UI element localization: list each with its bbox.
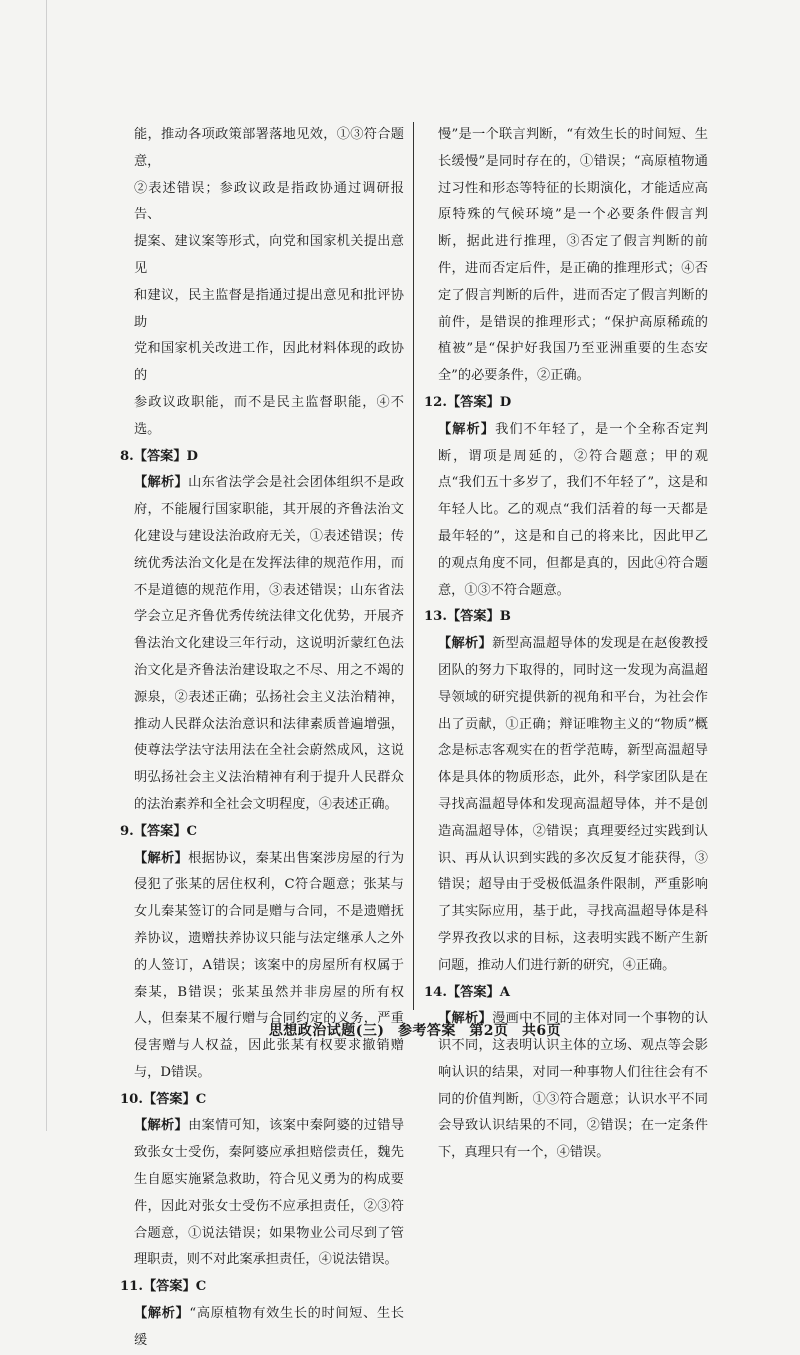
analysis-tag: 【解析】	[438, 1011, 493, 1027]
right-column	[424, 122, 708, 1167]
analysis-text	[424, 417, 708, 605]
answer-value: D	[499, 394, 512, 410]
analysis-tag: 【解析】	[134, 1118, 189, 1134]
page-footer	[120, 1020, 710, 1040]
analysis-text	[120, 1301, 404, 1355]
analysis-body: 我们不年轻了，是一个全称否定判断，谓项是周延的，②符合题意；甲的观点“我们五十多岁了，我们不年轻了”，这是和年轻人比。乙的观点“我们活着的每一天都是最年轻的”，这是和自己的将来比，因此甲乙的观点角度不同，但都是真的，因此④符合题意，①③不符合题意。	[438, 421, 709, 598]
analysis-tag: 【解析】	[134, 1306, 190, 1322]
analysis-body: 由案情可知，该案中秦阿婆的过错导致张女士受伤，秦阿婆应承担赔偿责任，魏先生自愿实施紧急救助，符合见义勇为的构成要件，因此对张女士受伤不应承担责任，②③符合题意，①说法错误；如果物业公司尽到了管理职责，则不对此案承担责任，④说法错误。	[134, 1118, 405, 1268]
answer-value: C	[195, 1279, 207, 1295]
footer-total-pages: 共6页	[521, 1023, 562, 1039]
text-line: 和建议，民主监督是指通过提出意见和批评协助	[134, 287, 404, 330]
left-column	[120, 122, 404, 1355]
question-number: 14.	[424, 984, 447, 1000]
footer-page-number: 第2页	[469, 1023, 509, 1039]
question-number: 9.	[120, 823, 134, 839]
analysis-body: 山东省法学会是社会团体组织不是政府，不能履行国家职能，其开展的齐鲁法治文化建设与建设法治政府无关，①表述错误；传统优秀法治文化是在发挥法律的规范作用，而不是道德的规范作用，③表述错误；山东省法学会立足齐鲁优秀传统法律文化优势，开展齐鲁法治文化建设三年行动，这说明沂蒙红色法治文化是齐鲁法治建设取之不尽、用之不竭的源泉，②表述正确；弘扬社会主义法治精神，推动人民群众法治意识和法律素质普遍增强，使尊法学法守法用法在全社会蔚然成风，这说明弘扬社会主义法治精神有利于提升人民群众的法治素养和全社会文明程度，④表述正确。	[134, 475, 405, 812]
answer-value: C	[195, 1091, 207, 1107]
text-line: 党和国家机关改进工作，因此材料体现的政协的	[134, 341, 404, 384]
analysis-text	[120, 470, 404, 818]
footer-subject: 思想政治试题(三)	[268, 1023, 385, 1039]
answer-line	[120, 1274, 404, 1301]
analysis-text	[424, 631, 708, 979]
answer-tag: 【答案】	[133, 823, 187, 839]
answer-line	[120, 819, 404, 846]
question-number: 11.	[120, 1279, 143, 1295]
analysis-text	[120, 846, 404, 1087]
answer-line	[424, 980, 708, 1007]
answer-line	[424, 604, 708, 631]
question-9	[120, 819, 404, 1087]
text-line: 提案、建议案等形式，向党和国家机关提出意见	[134, 234, 404, 276]
q7-continuation	[120, 122, 404, 444]
answer-line	[120, 1087, 404, 1114]
analysis-tag: 【解析】	[134, 475, 189, 491]
analysis-body: 漫画中不同的主体对同一个事物的认识不同，这表明认识主体的立场、观点等会影响认识的结果，对同一种事物人们往往会有不同的价值判断，①③符合题意；认识水平不同会导致认识结果的不同，②错误；在一定条件下，真理只有一个，④错误。	[438, 1011, 709, 1161]
analysis-body: “高原植物有效生长的时间短、生长缓	[134, 1306, 404, 1348]
analysis-text	[120, 1113, 404, 1274]
answer-value: A	[499, 984, 510, 1000]
question-14	[424, 980, 708, 1168]
answer-tag: 【答案】	[142, 1091, 196, 1107]
footer-label: 参考答案	[397, 1023, 456, 1039]
question-8	[120, 444, 404, 819]
binding-margin-line	[46, 0, 47, 1131]
answer-tag: 【答案】	[446, 609, 500, 625]
question-number: 12.	[424, 394, 447, 410]
answer-line	[424, 390, 708, 417]
analysis-tag: 【解析】	[438, 421, 496, 437]
question-number: 13.	[424, 609, 447, 625]
text-line: 参政议政职能，而不是民主监督职能，④不选。	[134, 394, 404, 437]
analysis-tag: 【解析】	[134, 850, 189, 866]
text-line: ②表述错误；参政议政是指政协通过调研报告、	[134, 180, 404, 223]
answer-tag: 【答案】	[142, 1279, 196, 1295]
question-12	[424, 390, 708, 604]
analysis-body: 慢”是一个联言判断，“有效生长的时间短、生长缓慢”是同时存在的，①错误；“高原植物通过习性和形态等特征的长期演化，才能适应高原特殊的气候环境”是一个必要条件假言判断，据此进行推理，③否定了假言判断的前件，进而否定后件，是正确的推理形式；④否定了假言判断的后件，进而否定了假言判断的前件，是错误的推理形式；“保护高原稀疏的植被”是“保护好我国乃至亚洲重要的生态安全”的必要条件，②正确。	[438, 127, 708, 384]
answer-value: C	[186, 823, 198, 839]
answer-tag: 【答案】	[446, 394, 500, 410]
analysis-body: 根据协议，秦某出售案涉房屋的行为侵犯了张某的居住权利，C符合题意；张某与女儿秦某签订的合同是赠与合同，不是遗赠抚养协议，遗赠扶养协议只能与法定继承人之外的人签订，A错误；该案中的房屋所有权属于秦某，B错误；张某虽然并非房屋的所有权人，但秦某不履行赠与合同约定的义务，严重侵害赠与人权益，因此张某有权要求撤销赠与，D错误。	[134, 850, 405, 1080]
analysis-body: 新型高温超导体的发现是在赵俊教授团队的努力下取得的，同时这一发现为高温超导领域的研究提供新的视角和平台，为社会作出了贡献，①正确；辩证唯物主义的“物质”概念是标志客观实在的哲学范畴，新型高温超导体是具体的物质形态，此外，科学家团队是在寻找高温超导体和发现高温超导体，并不是创造高温超导体，②错误；真理要经过实践到认识、再从认识到实践的多次反复才能获得，③错误；超导由于受极低温条件限制，严重影响了其实际应用，基于此，寻找高温超导体是科学界孜孜以求的目标，这表明实践不断产生新问题，推动人们进行新的研究，④正确。	[438, 636, 709, 973]
column-divider	[413, 122, 414, 1010]
question-number: 8.	[120, 448, 134, 464]
answer-line	[120, 444, 404, 471]
question-number: 10.	[120, 1091, 143, 1107]
answer-tag: 【答案】	[446, 984, 500, 1000]
question-11	[120, 1274, 404, 1354]
question-13	[424, 604, 708, 979]
answer-value: D	[186, 448, 198, 464]
question-10	[120, 1087, 404, 1275]
analysis-tag: 【解析】	[438, 636, 493, 652]
answer-value: B	[499, 609, 511, 625]
text-line: 能，推动各项政策部署落地见效，①③符合题意，	[134, 127, 404, 169]
q11-continuation	[424, 122, 708, 390]
answer-tag: 【答案】	[133, 448, 187, 464]
